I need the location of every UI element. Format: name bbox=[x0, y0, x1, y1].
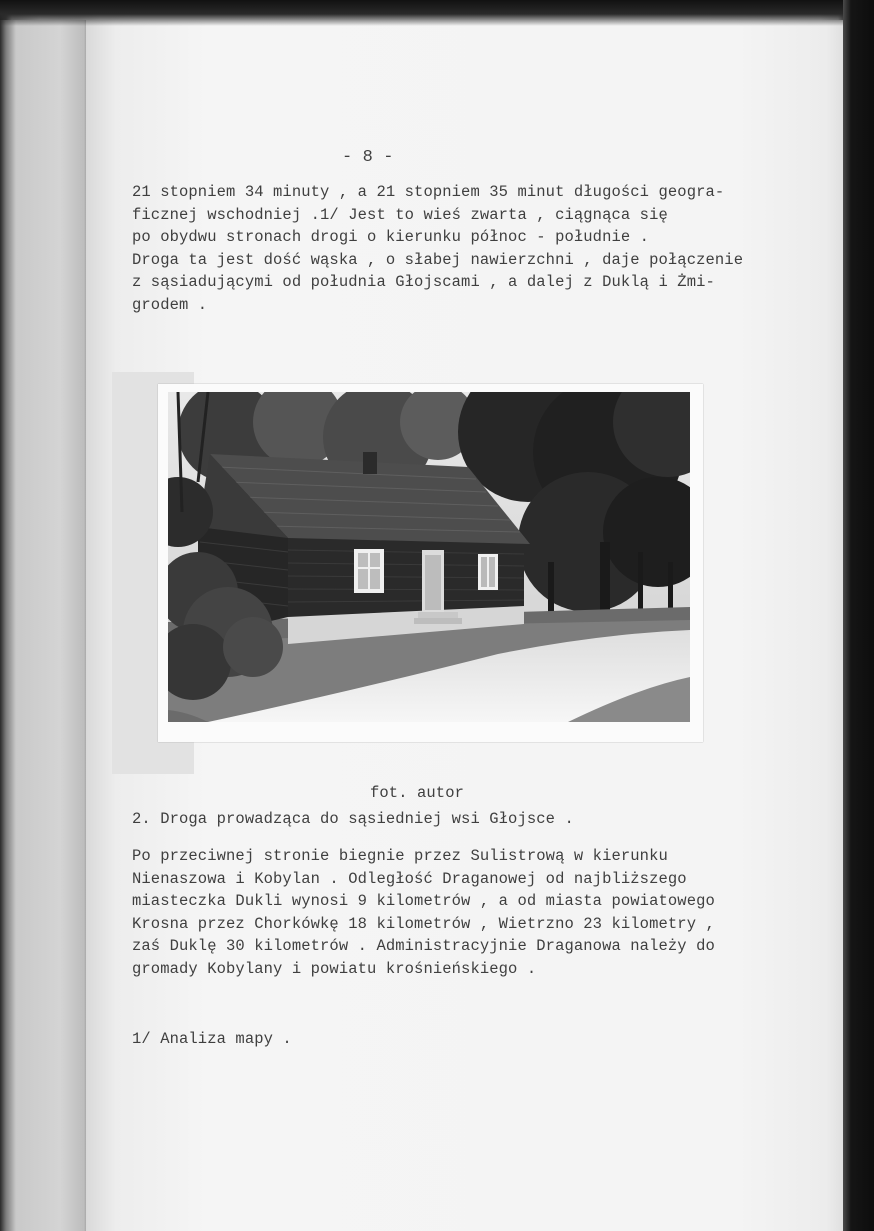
text-line: 21 stopniem 34 minuty , a 21 stopniem 35 minut długości geogra- bbox=[132, 183, 725, 201]
scan-top-shadow bbox=[0, 0, 874, 26]
text-line: Droga ta jest dość wąska , o słabej nawierzchni , daje połączenie bbox=[132, 250, 744, 269]
text-line: po obydwu stronach drogi o kierunku północ - południe . bbox=[132, 228, 650, 246]
photo-wooden-house bbox=[168, 392, 690, 722]
scan-right-edge bbox=[843, 0, 874, 1231]
page-number: - 8 - bbox=[342, 148, 394, 167]
text-line: Krosna przez Chorkówkę 18 kilometrów , Wietrzno 23 kilometry , bbox=[132, 914, 715, 933]
paragraph-2 bbox=[132, 845, 715, 980]
text-line: Nienaszowa i Kobylan . Odległość Draganowej od najbliższego bbox=[132, 869, 687, 888]
text-line: Po przeciwnej stronie biegnie przez Sulistrową w kierunku bbox=[132, 847, 668, 865]
photo-caption: 2. Droga prowadząca do sąsiedniej wsi Głojsce . bbox=[132, 810, 574, 828]
underlying-page bbox=[0, 20, 86, 1231]
text-line: grodem . bbox=[132, 295, 208, 314]
text-line: z sąsiadującymi od południa Głojscami , a dalej z Duklą i Żmi- bbox=[132, 273, 715, 291]
photo-credit: fot. autor bbox=[370, 784, 465, 802]
text-line: zaś Duklę 30 kilometrów . Administracyjnie Draganowa należy do bbox=[132, 937, 715, 955]
text-line: gromady Kobylany i powiatu krośnieńskiego . bbox=[132, 959, 537, 978]
paragraph-1 bbox=[132, 181, 743, 316]
photo-print bbox=[158, 384, 703, 742]
text-line: ficznej wschodniej .1/ Jest to wieś zwarta , ciągnąca się bbox=[132, 205, 668, 224]
text-line: miasteczka Dukli wynosi 9 kilometrów , a od miasta powiatowego bbox=[132, 892, 715, 910]
footnote: 1/ Analiza mapy . bbox=[132, 1030, 292, 1048]
